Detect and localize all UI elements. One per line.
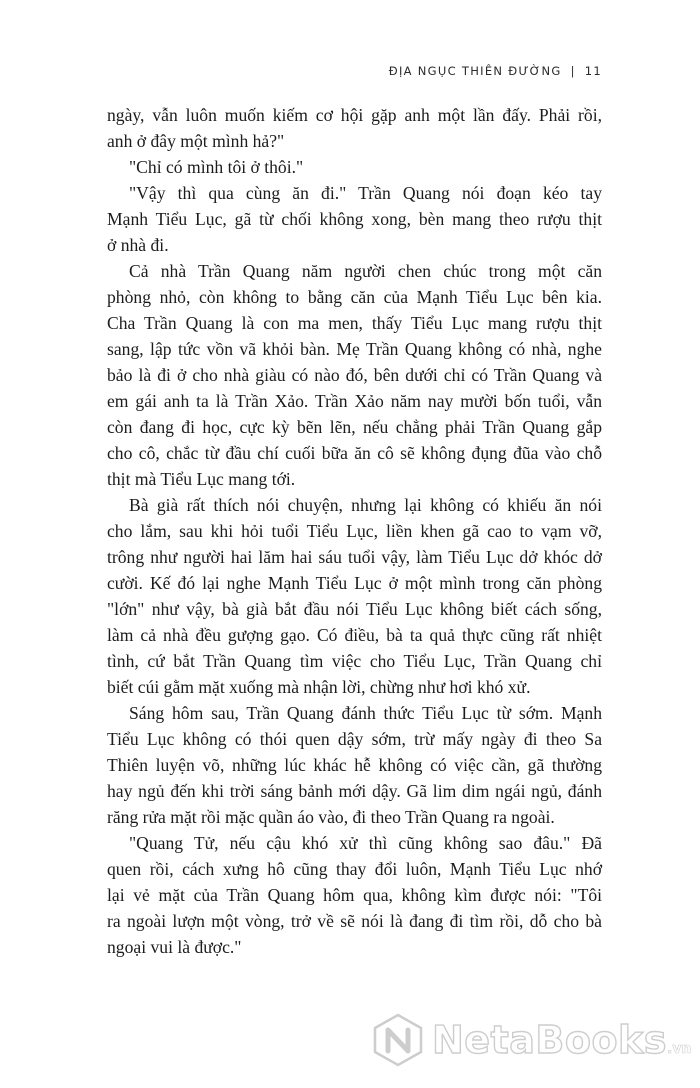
- netabooks-logo-icon: [370, 1012, 426, 1068]
- text-line: cười. Kế đó lại nghe Mạnh Tiểu Lục ở một mình trong căn phòng: [107, 573, 602, 593]
- paragraph: [107, 154, 602, 180]
- text-line: làm cả nhà đều gượng gạo. Có điều, bà ta quả thực cũng rất nhiệt: [107, 625, 602, 645]
- text-line: cho cô, chắc từ đầu chí cuối bữa ăn cô sẽ không đụng đũa vào chỗ: [107, 443, 602, 463]
- watermark: [370, 1012, 692, 1072]
- paragraph: [107, 102, 602, 154]
- watermark-suffix: .vn: [666, 1041, 692, 1057]
- text-line: Thiên luyện võ, những lúc khác hễ không có việc cần, gã thường: [107, 755, 602, 775]
- watermark-brand: NetaBooks: [432, 1018, 667, 1062]
- text-line: "Vậy thì qua cùng ăn đi." Trần Quang nói đoạn kéo tay: [129, 183, 602, 203]
- text-line: Mạnh Tiểu Lục, gã từ chối không xong, bèn mang theo rượu thịt: [107, 209, 602, 229]
- text-line: "Chỉ có mình tôi ở thôi.": [129, 157, 304, 177]
- text-line: thịt mà Tiểu Lục mang tới.: [107, 469, 296, 489]
- text-line: còn đang đi học, cực kỳ bẽn lẽn, nếu chẳng phải Trần Quang gắp: [107, 417, 602, 437]
- text-line: Tiểu Lục không có thói quen dậy sớm, trừ mấy ngày đi theo Sa: [107, 729, 602, 749]
- text-line: lại vẻ mặt của Trần Quang hôm qua, không kìm được nói: "Tôi: [107, 885, 602, 905]
- text-line: Bà già rất thích nói chuyện, nhưng lại không có khiếu ăn nói: [129, 495, 602, 515]
- text-line: hay ngủ đến khi trời sáng bảnh mới dậy. Gã lim dim ngái ngủ, đánh: [107, 781, 602, 801]
- text-line: trông như người hai lăm hai sáu tuổi vậy, làm Tiểu Lục dở khóc dở: [107, 547, 602, 567]
- paragraph: [107, 700, 602, 830]
- paragraph: [107, 492, 602, 700]
- text-line: "lớn" như vậy, bà già bắt đầu nói Tiểu Lục không biết cách sống,: [107, 599, 602, 619]
- running-head: [389, 64, 602, 78]
- text-line: em gái anh ta là Trần Xảo. Trần Xảo năm nay mười bốn tuổi, vẫn: [107, 391, 602, 411]
- text-line: "Quang Tử, nếu cậu khó xử thì cũng không sao đâu." Đã: [129, 833, 602, 853]
- page-number: 11: [584, 64, 602, 78]
- book-title: ĐỊA NGỤC THIÊN ĐƯỜNG: [388, 64, 562, 78]
- text-line: Cha Trần Quang là con ma men, thấy Tiểu Lục mang rượu thịt: [107, 313, 602, 333]
- text-line: tình, cứ bắt Trần Quang tìm việc cho Tiểu Lục, Trần Quang chỉ: [107, 651, 602, 671]
- text-line: Cả nhà Trần Quang năm người chen chúc trong một căn: [129, 261, 602, 281]
- text-line: ngoại vui là được.": [107, 937, 242, 957]
- header-separator: |: [570, 64, 576, 78]
- text-line: cho lắm, sau khi hỏi tuổi Tiểu Lục, liền khen gã cao to vạm vỡ,: [107, 521, 602, 541]
- watermark-text: [432, 1018, 691, 1062]
- paragraph: [107, 180, 602, 258]
- text-line: bảo là đi ở cho nhà giàu có nào đó, bên dưới chỉ có Trần Quang và: [107, 365, 602, 385]
- text-line: răng rửa mặt rồi mặc quần áo vào, đi theo Trần Quang ra ngoài.: [107, 807, 555, 827]
- text-line: ở nhà đi.: [107, 235, 169, 255]
- text-line: quen rồi, cách xưng hô cũng thay đổi luôn, Mạnh Tiểu Lục nhớ: [107, 859, 602, 879]
- text-line: Sáng hôm sau, Trần Quang đánh thức Tiểu Lục từ sớm. Mạnh: [129, 703, 602, 723]
- text-line: anh ở đây một mình hả?": [107, 131, 285, 151]
- text-line: ra ngoài lượn một vòng, trở về sẽ nói là đang đi tìm rồi, dỗ cho bà: [107, 911, 602, 931]
- text-line: ngày, vẫn luôn muốn kiếm cơ hội gặp anh một lần đấy. Phải rồi,: [107, 105, 602, 125]
- body-text: [107, 102, 602, 960]
- text-line: phòng nhỏ, còn không to bằng căn của Mạnh Tiểu Lục bên kia.: [107, 287, 602, 307]
- text-line: sang, lập tức vồn vã khỏi bàn. Mẹ Trần Quang không có nhà, nghe: [107, 339, 602, 359]
- paragraph: [107, 830, 602, 960]
- paragraph: [107, 258, 602, 492]
- text-line: biết cúi gằm mặt xuống mà nhận lời, chừng như hơi khó xử.: [107, 677, 531, 697]
